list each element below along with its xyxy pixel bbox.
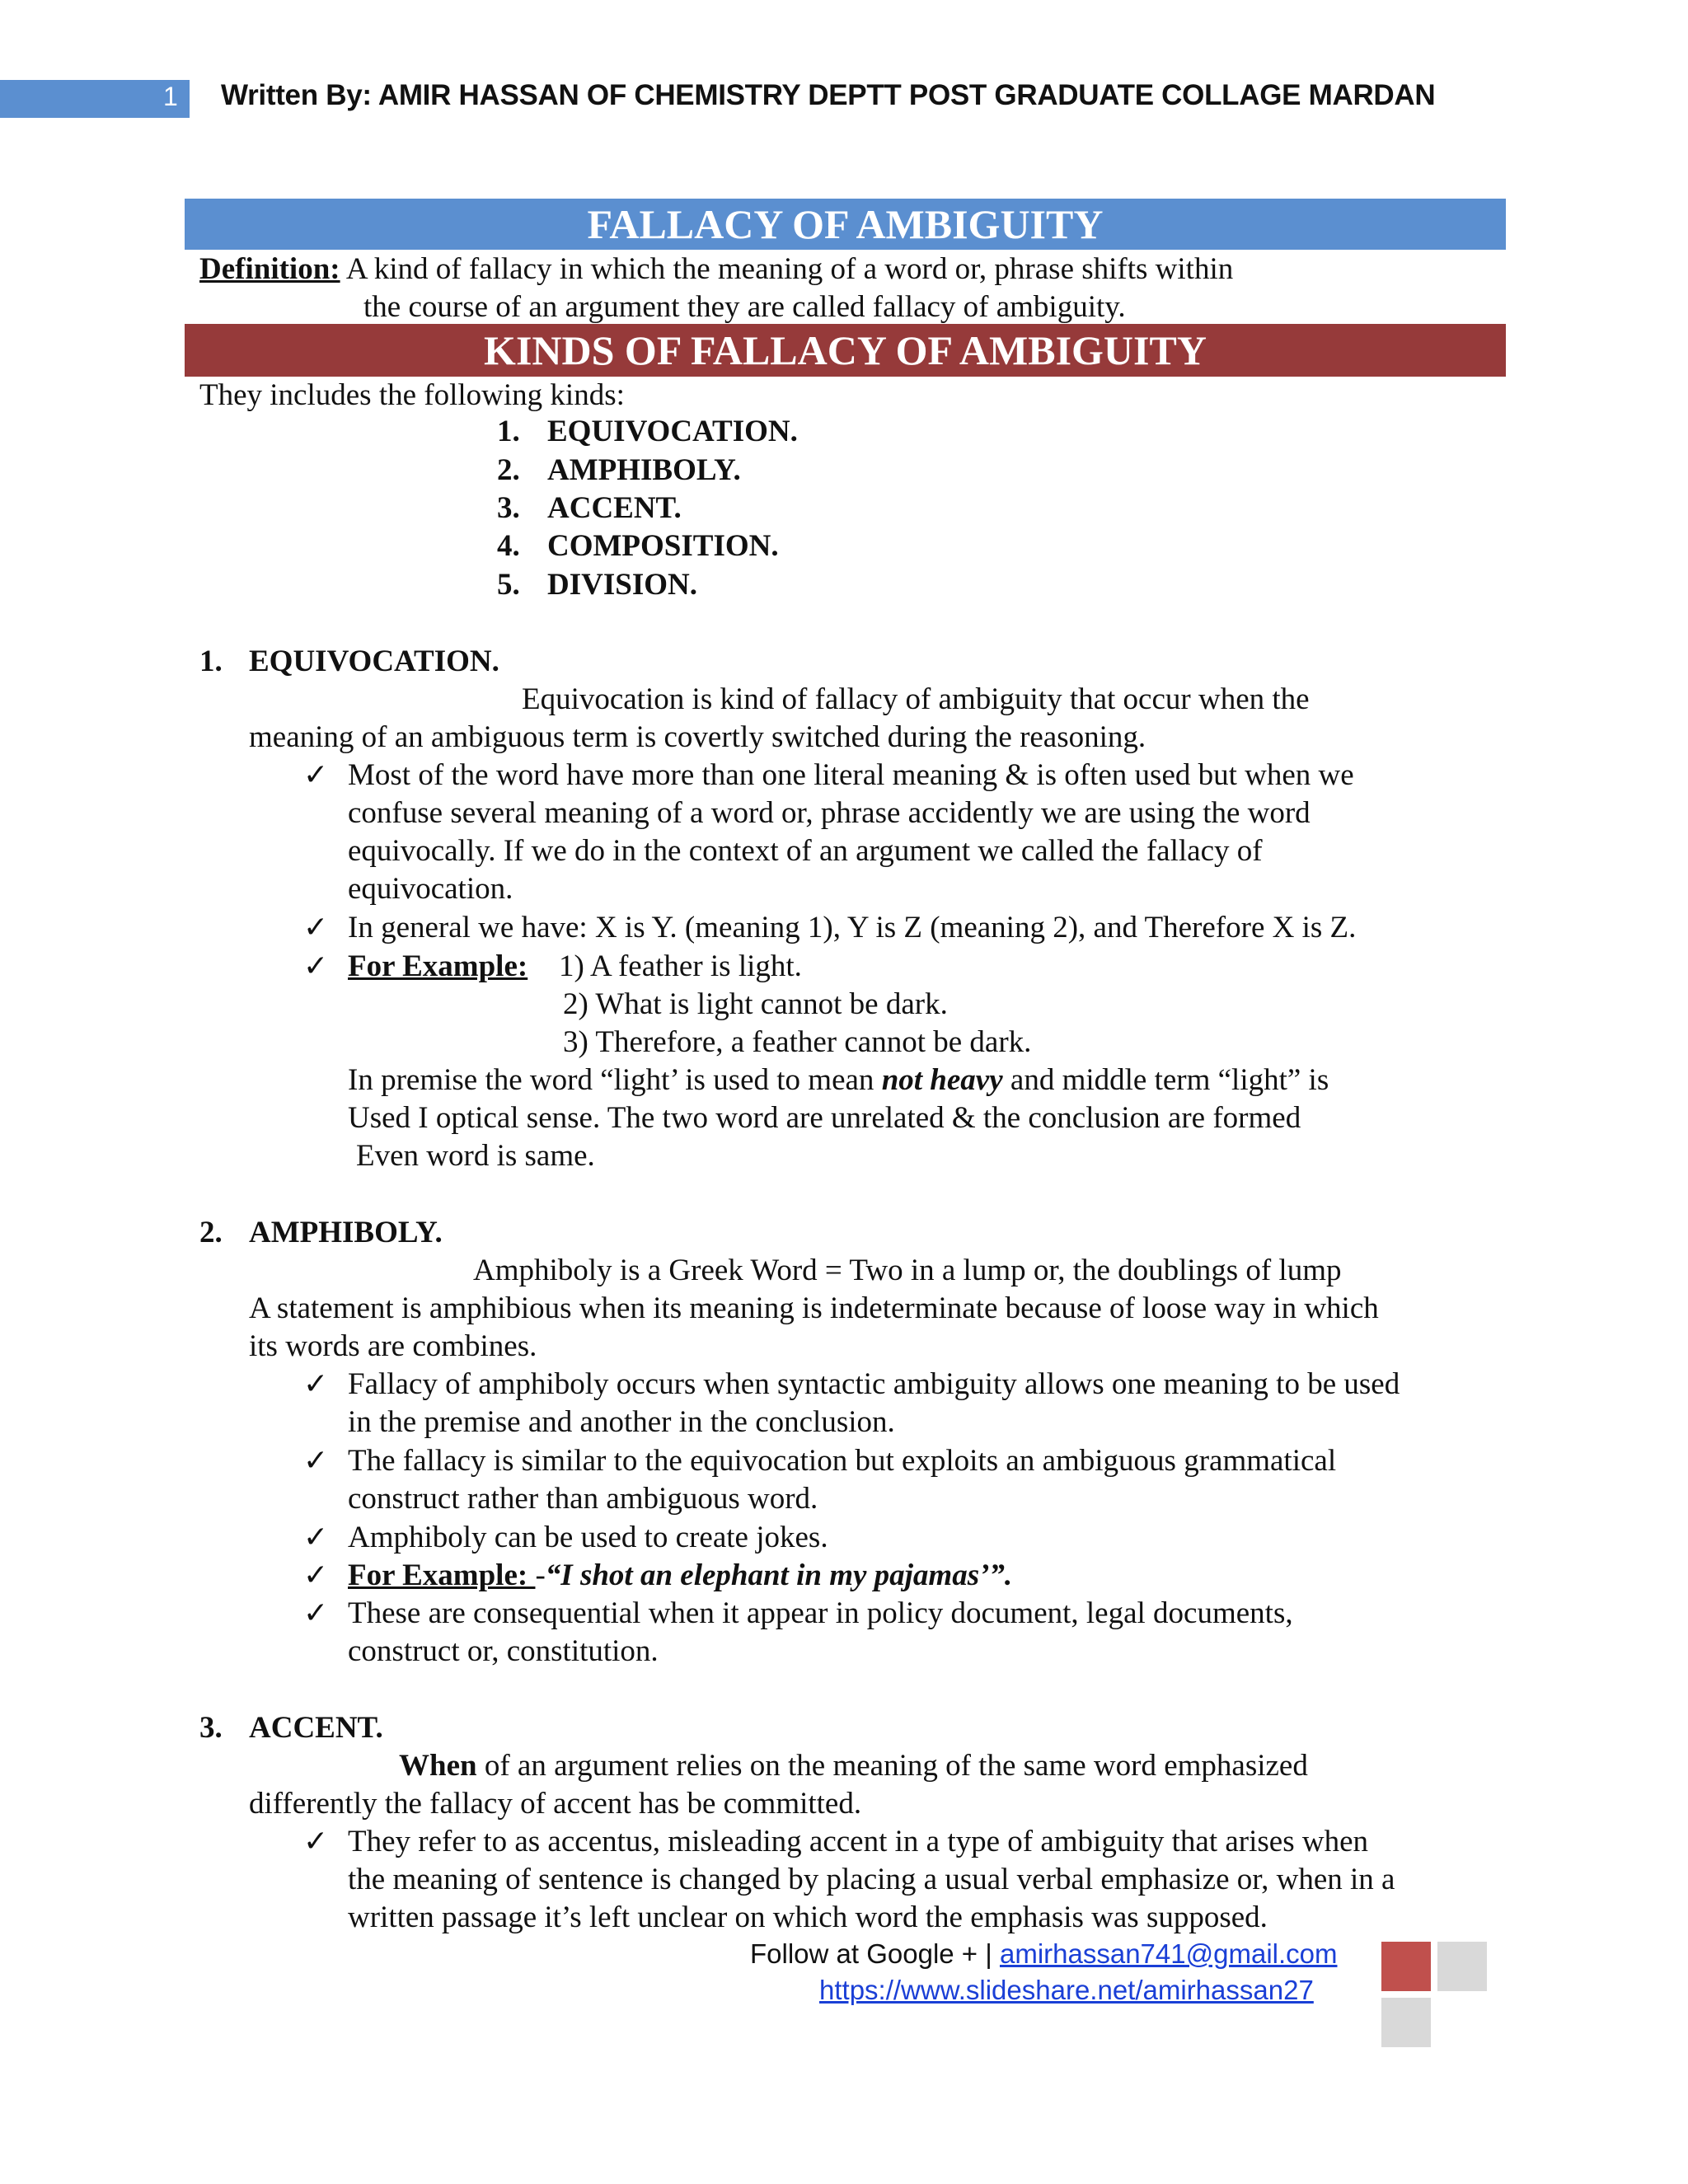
kind-number: 4. [497,529,520,563]
check-mark-icon: ✓ [303,1444,329,1478]
example-line: 3) Therefore, a feather cannot be dark. [563,1025,1032,1059]
bullet-line: equivocation. [348,872,513,906]
equivocation-intro-1: Equivocation is kind of fallacy of ambiguity that occur when the [522,682,1310,716]
bullet-line: These are consequential when it appear in policy document, legal documents, [348,1596,1293,1630]
check-mark-icon: ✓ [303,1558,329,1592]
kinds-intro: They includes the following kinds: [199,378,625,412]
section-number: 2. [199,1216,223,1249]
header-title: Written By: AMIR HASSAN OF CHEMISTRY DEPTT POST GRADUATE COLLAGE MARDAN [221,79,1436,111]
accent-intro-text: of an argument relies on the meaning of the same word emphasized [476,1749,1308,1783]
note-emphasis: not heavy [881,1063,1003,1097]
footer-follow [750,1938,1338,1970]
bullet-line: In general we have: X is Y. (meaning 1), Y is Z (meaning 2), and Therefore X is Z. [348,911,1357,944]
example-dash: - [535,1558,546,1592]
kind-label: EQUIVOCATION. [547,415,798,448]
example-line: 2) What is light cannot be dark. [563,987,948,1021]
bullet-line: construct or, constitution. [348,1634,659,1668]
bullet-line: the meaning of sentence is changed by placing a usual verbal emphasize or, when in a [348,1863,1395,1896]
accent-intro-bold: When [399,1749,477,1783]
example-line: 1) A feather is light. [559,949,802,983]
bullet-line: confuse several meaning of a word or, phrase accidently we are using the word [348,796,1311,830]
definition-text-1: A kind of fallacy in which the meaning of a word or, phrase shifts within [340,252,1234,286]
section-number: 1. [199,644,223,678]
accent-intro-2: differently the fallacy of accent has be committed. [249,1787,862,1821]
footer-url [819,1975,1314,2006]
kind-label: DIVISION. [547,568,697,602]
definition-label: Definition: [199,252,340,286]
definition-line-2: the course of an argument they are called fallacy of ambiguity. [363,290,1126,324]
amphiboly-intro-2: A statement is amphibious when its meaning is indeterminate because of loose way in which [249,1291,1379,1325]
example-quote: “I shot an elephant in my pajamas’”. [545,1558,1013,1592]
kind-label: ACCENT. [547,491,682,525]
kind-number: 1. [497,415,520,448]
kind-number: 2. [497,453,520,487]
decorative-square-gray [1437,1942,1487,1991]
note-text: In premise the word “light’ is used to mean [348,1063,882,1097]
equivocation-note-2: Used I optical sense. The two word are unrelated & the conclusion are formed [348,1101,1301,1135]
check-mark-icon: ✓ [303,911,329,944]
kinds-banner: KINDS OF FALLACY OF AMBIGUITY [185,324,1506,377]
amphiboly-intro-3: its words are combines. [249,1329,537,1363]
bullet-line: in the premise and another in the conclusion. [348,1405,895,1439]
bullet-line: Amphiboly can be used to create jokes. [348,1521,828,1554]
section-heading-accent: ACCENT. [249,1711,383,1745]
kind-number: 5. [497,568,520,602]
check-mark-icon: ✓ [303,1367,329,1401]
example-label: For Example: [348,1558,536,1592]
kind-label: COMPOSITION. [547,529,779,563]
section-number: 3. [199,1711,223,1745]
accent-intro-1 [399,1747,1308,1785]
section-heading-equivocation: EQUIVOCATION. [249,644,499,678]
bullet-line: Most of the word have more than one literal meaning & is often used but when we [348,758,1354,792]
bullet-line: construct rather than ambiguous word. [348,1482,818,1516]
amphiboly-intro-1: Amphiboly is a Greek Word = Two in a lump or, the doublings of lump [473,1254,1342,1287]
check-mark-icon: ✓ [303,949,329,983]
decorative-square-gray [1381,1998,1431,2047]
footer-url-link[interactable]: https://www.slideshare.net/amirhassan27 [819,1975,1314,2005]
equivocation-note-3: Even word is same. [356,1139,595,1173]
check-mark-icon: ✓ [303,758,329,792]
decorative-square-red [1381,1942,1431,1991]
check-mark-icon: ✓ [303,1521,329,1554]
footer-follow-label: Follow at Google + | [750,1938,1000,1969]
kind-label: AMPHIBOLY. [547,453,741,487]
bullet-line: Fallacy of amphiboly occurs when syntactic ambiguity allows one meaning to be used [348,1367,1400,1401]
bullet-line: They refer to as accentus, misleading accent in a type of ambiguity that arises when [348,1825,1369,1858]
bullet-line: written passage it’s left unclear on which word the emphasis was supposed. [348,1900,1268,1934]
kind-number: 3. [497,491,520,525]
footer-email-link[interactable]: amirhassan741@gmail.com [999,1938,1338,1969]
equivocation-note-1 [348,1062,1329,1099]
bullet-line: The fallacy is similar to the equivocation but exploits an ambiguous grammatical [348,1444,1337,1478]
page-number: 1 [163,82,178,111]
example-label: For Example: [348,949,528,983]
check-mark-icon: ✓ [303,1596,329,1630]
section-heading-amphiboly: AMPHIBOLY. [249,1216,443,1249]
check-mark-icon: ✓ [303,1825,329,1858]
definition-line-1 [199,251,1233,288]
amphiboly-example [348,1557,1012,1595]
title-banner: FALLACY OF AMBIGUITY [185,199,1506,250]
note-text: and middle term “light” is [1002,1063,1329,1097]
equivocation-intro-2: meaning of an ambiguous term is covertly switched during the reasoning. [249,720,1146,754]
bullet-line: equivocally. If we do in the context of an argument we called the fallacy of [348,834,1263,868]
